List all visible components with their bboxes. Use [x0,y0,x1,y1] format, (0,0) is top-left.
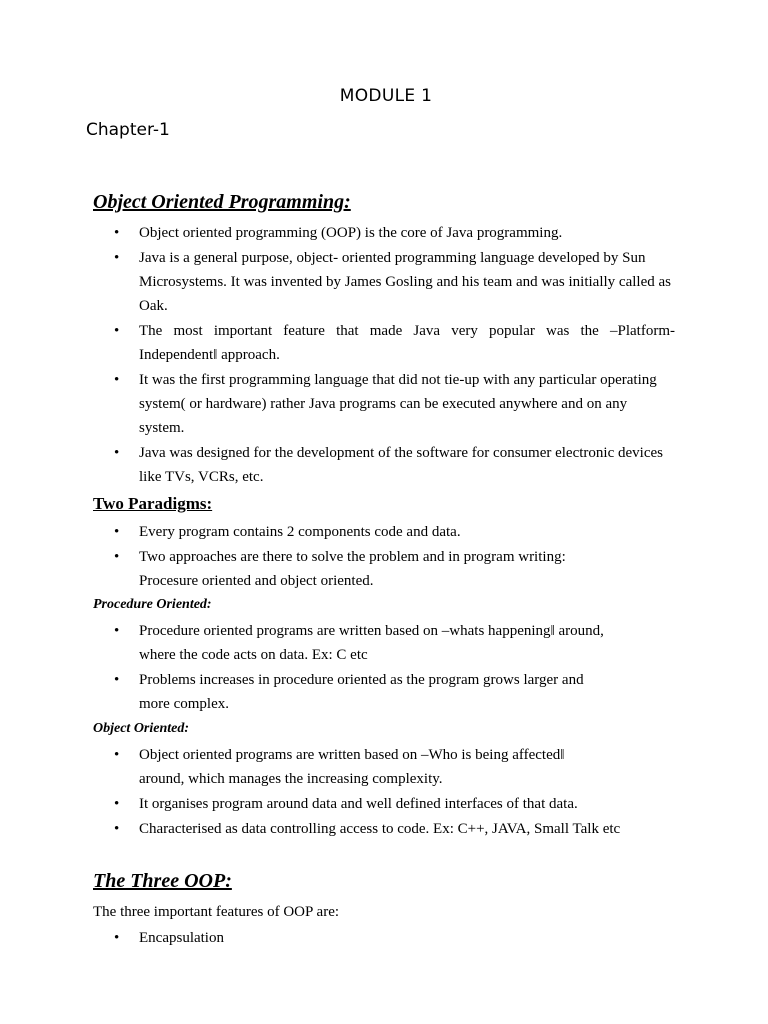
bullet-icon: • [114,372,120,388]
list-item [0,441,675,489]
heading-two-paradigms: Two Paradigms: [93,494,213,513]
bullet-icon: • [114,549,120,565]
bullet-icon: • [114,672,120,688]
bullet-icon: • [114,747,120,763]
bullet-icon: • [114,796,120,812]
list-item-text: Java is a general purpose, object- oriented programming language developed by Sun Microsystems. It was invented by James Gosling and his team and was initially called as Oak. [139,250,671,314]
module-title: MODULE 1 [339,86,433,106]
bullet-icon: • [114,524,120,540]
chapter-title: Chapter-1 [86,120,170,140]
bullet-icon: • [114,623,120,639]
list-item-text: Object oriented programming (OOP) is the core of Java programming. [139,225,563,241]
list-item [0,619,629,667]
heading-object-oriented: Object Oriented: [93,721,190,736]
list-item [0,319,675,367]
three-oop-bullet-list [0,926,768,951]
oop-bullet-list [0,221,768,490]
bullet-icon: • [114,821,120,837]
list-item [0,221,675,245]
list-item-text: It organises program around data and well defined interfaces of that data. [139,796,578,812]
bullet-icon: • [114,445,120,461]
list-item [0,817,675,841]
list-item-text: Problems increases in procedure oriented as the program grows larger and more complex. [139,672,584,712]
procedure-bullet-list [0,619,768,717]
list-item [0,520,675,544]
object-bullet-list [0,743,768,842]
list-item [0,246,675,318]
three-oop-intro: The three important features of OOP are: [93,904,340,920]
list-item-text: It was the first programming language that did not tie-up with any particular operating system( or hardware) rather Java programs can be executed anywhere and on any system. [139,372,657,436]
list-item [0,743,589,791]
list-item-text: Characterised as data controlling access to code. Ex: C++, JAVA, Small Talk etc [139,821,621,837]
list-item [0,926,675,950]
bullet-icon: • [114,250,120,266]
bullet-icon: • [114,225,120,241]
list-item-text: Every program contains 2 components code and data. [139,524,461,540]
list-item-text: Procedure oriented programs are written based on –whats happening‖ around, where the code acts on data. Ex: C etc [139,623,604,663]
list-item-text: The most important feature that made Java very popular was the –Platform- Independent‖ approach. [139,323,675,363]
heading-three-oop: The Three OOP: [93,870,232,892]
list-item-text: Object oriented programs are written based on –Who is being affected‖ around, which manages the increasing complexity. [139,747,565,787]
heading-procedure-oriented: Procedure Oriented: [93,597,212,612]
list-item [0,368,675,440]
bullet-icon: • [114,323,120,339]
list-item-text: Java was designed for the development of the software for consumer electronic devices like TVs, VCRs, etc. [139,445,663,485]
paradigms-bullet-list [0,520,768,594]
list-item-text: Two approaches are there to solve the problem and in program writing: Procesure oriented and object oriented. [139,549,566,589]
list-item [0,792,675,816]
list-item-text: Encapsulation [139,930,224,946]
list-item [0,668,609,716]
list-item [0,545,599,593]
bullet-icon: • [114,930,120,946]
heading-oop: Object Oriented Programming: [93,191,351,213]
